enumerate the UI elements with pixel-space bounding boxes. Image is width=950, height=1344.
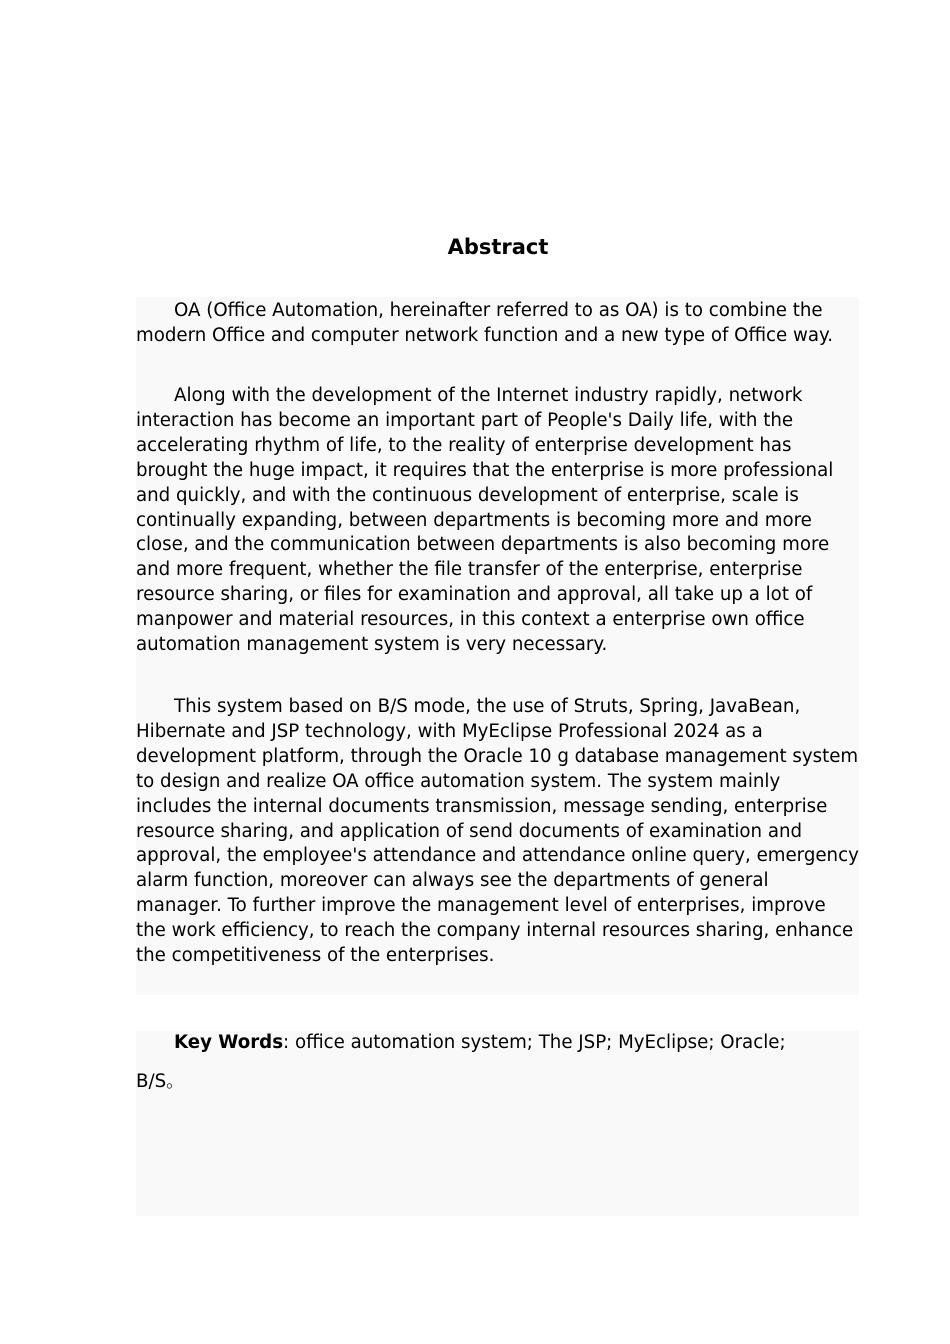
abstract-paragraph-2: Along with the development of the Internet industry rapidly, network interaction has become an important part of People's Daily life, with the accelerating rhythm of life, to the reality of enterprise development has brought the huge impact, it requires that the enterprise is more professional and quickly, and with the continuous development of enterprise, scale is continually expanding, between departments is becoming more and more close, and the communication between departments is also becoming more and more frequent, whether the file transfer of the enterprise, enterprise resource sharing, or files for examination and approval, all take up a lot of manpower and material resources, in this context a enterprise own office automation management system is very necessary. — [136, 385, 834, 656]
keywords-section — [136, 1031, 859, 1216]
keywords-line — [136, 1031, 859, 1056]
abstract-paragraph-1: OA (Office Automation, hereinafter referred to as OA) is to combine the modern Office and computer network function and a new type of Office way. — [136, 300, 833, 346]
abstract-paragraph-3: This system based on B/S mode, the use of Struts, Spring, JavaBean, Hibernate and JSP technology, with MyEclipse Professional 2024 as a development platform, through the Oracle 10 g database management system to design and realize OA office automation system. The system mainly includes the internal documents transmission, message sending, enterprise resource sharing, and application of send documents of examination and approval, the employee's attendance and attendance online query, emergency alarm function, moreover can always see the departments of general manager. To further improve the management level of enterprises, improve the work efficiency, to reach the company internal resources sharing, enhance the competitiveness of the enterprises. — [136, 696, 859, 967]
keywords-label: Key Words — [174, 1032, 284, 1053]
keywords-text: : office automation system; The JSP; MyEclipse; Oracle; — [283, 1032, 786, 1053]
keywords-continuation: B/S。 — [136, 1071, 185, 1092]
abstract-body — [136, 297, 859, 995]
page-title: Abstract — [447, 235, 549, 259]
